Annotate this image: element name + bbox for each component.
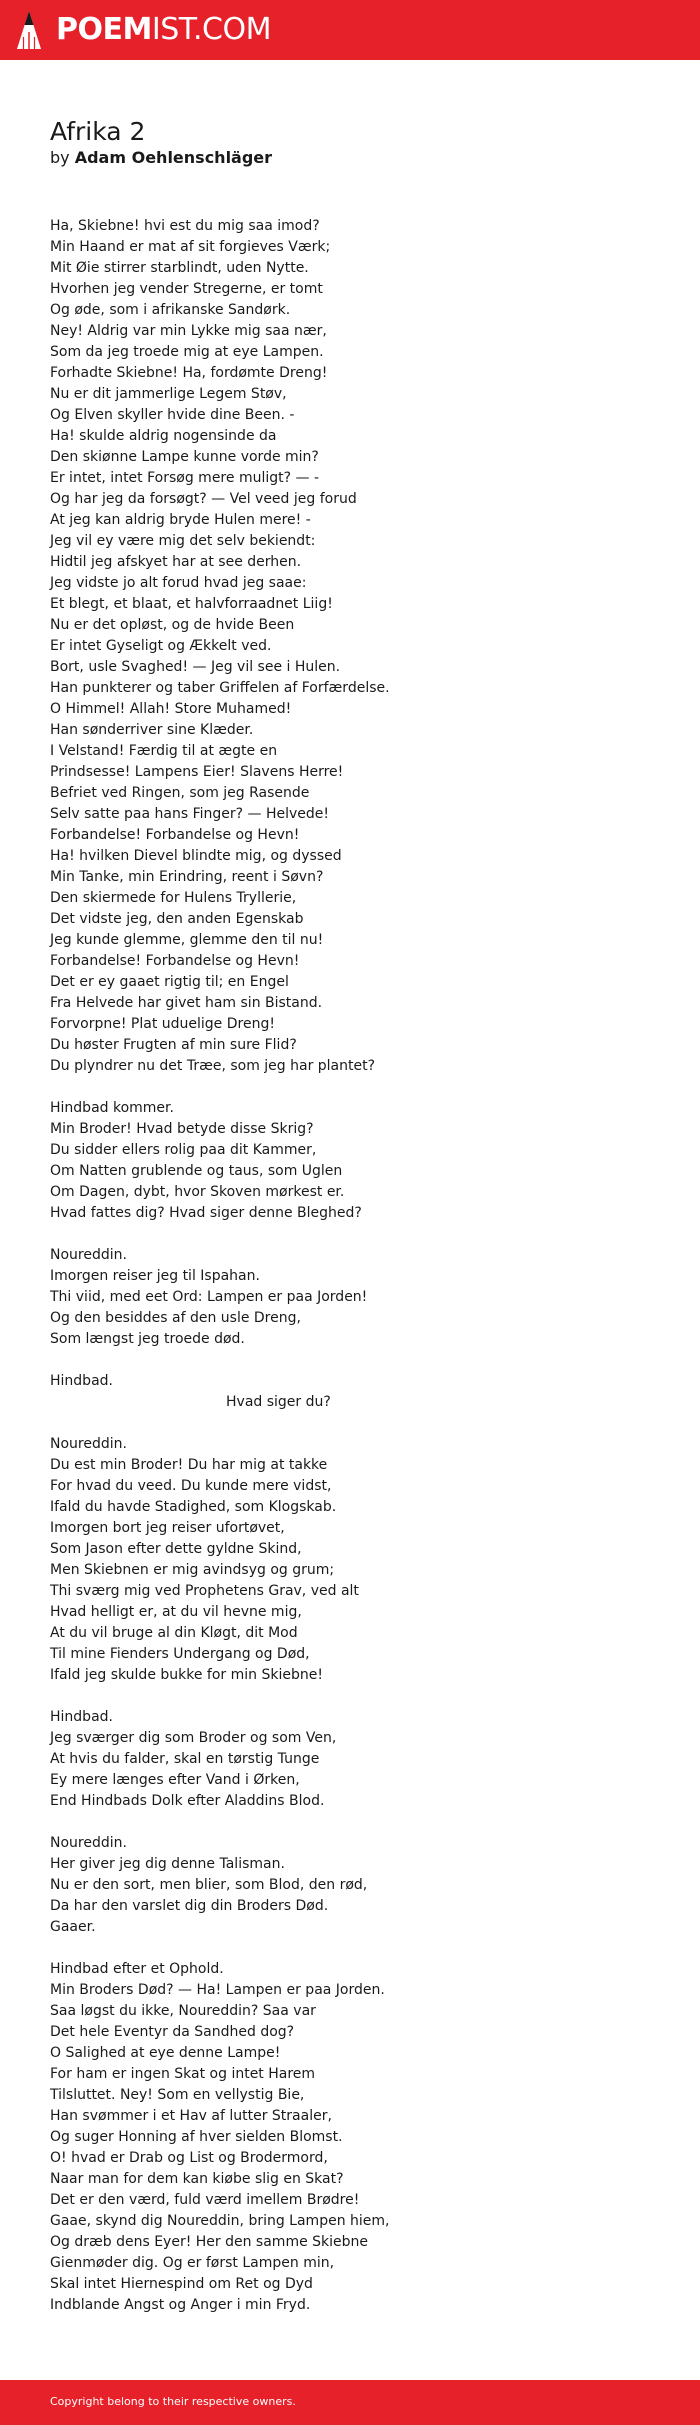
- stanza-break: [50, 1224, 650, 1245]
- poem-line: Mit Øie stirrer starblindt, uden Nytte.: [50, 260, 309, 276]
- poem-line: Hindbad.: [50, 1373, 113, 1389]
- poem-line: Som da jeg troede mig at eye Lampen.: [50, 344, 324, 360]
- poem-line: Hindbad.: [50, 1709, 113, 1725]
- poem-line: Du høster Frugten af min sure Flid?: [50, 1037, 297, 1053]
- logo-text-light: IST.COM: [151, 12, 271, 47]
- poem-line: Du plyndrer nu det Træe, som jeg har plantet?: [50, 1058, 376, 1074]
- poem-line: Fra Helvede har givet ham sin Bistand.: [50, 995, 323, 1011]
- poem-line: Jeg sværger dig som Broder og som Ven,: [50, 1730, 337, 1746]
- poem-line: Skal intet Hiernespind om Ret og Dyd: [50, 2276, 313, 2292]
- poem-line: Han svømmer i et Hav af lutter Straaler,: [50, 2108, 332, 2124]
- poem-line: Saa løgst du ikke, Noureddin? Saa var: [50, 2003, 316, 2019]
- poem-line: Om Natten grublende og taus, som Uglen: [50, 1163, 343, 1179]
- poem-line: Hvorhen jeg vender Stregerne, er tomt: [50, 281, 323, 297]
- poem-line: Og øde, som i afrikanske Sandørk.: [50, 302, 291, 318]
- poem-line: Ifald jeg skulde bukke for min Skiebne!: [50, 1667, 323, 1683]
- poem-line: Jeg kunde glemme, glemme den til nu!: [50, 932, 324, 948]
- poem-line: Hindbad kommer.: [50, 1100, 174, 1116]
- poem-line: At hvis du falder, skal en tørstig Tunge: [50, 1751, 320, 1767]
- poem-line: Hindbad efter et Ophold.: [50, 1961, 224, 1977]
- poem-line: For ham er ingen Skat og intet Harem: [50, 2066, 316, 2082]
- poem-line: Noureddin.: [50, 1436, 127, 1452]
- copyright-text: Copyright belong to their respective owners.: [50, 2395, 296, 2408]
- poem-line: At jeg kan aldrig bryde Hulen mere! -: [50, 512, 311, 528]
- poem-line: Det vidste jeg, den anden Egenskab: [50, 911, 304, 927]
- byline: [50, 148, 272, 168]
- poem-line: Min Broder! Hvad betyde disse Skrig?: [50, 1121, 314, 1137]
- poem-line: Det hele Eventyr da Sandhed dog?: [50, 2024, 295, 2040]
- poem-line: Og Elven skyller hvide dine Been. -: [50, 407, 295, 423]
- poem-line: Jeg vidste jo alt forud hvad jeg saae:: [50, 575, 307, 591]
- logo-text-bold: POEM: [56, 12, 152, 47]
- logo-text: [56, 10, 271, 50]
- poem-line: Den skiønne Lampe kunne vorde min?: [50, 449, 319, 465]
- poem-line: Ey mere længes efter Vand i Ørken,: [50, 1772, 300, 1788]
- poem-line: Som Jason efter dette gyldne Skind,: [50, 1541, 302, 1557]
- poem-line: Er intet Gyseligt og Ækkelt ved.: [50, 638, 272, 654]
- poem-line: Det er ey gaaet rigtig til; en Engel: [50, 974, 289, 990]
- poem-line: Den skiermede for Hulens Tryllerie,: [50, 890, 297, 906]
- poem-line: Er intet, intet Forsøg mere muligt? — -: [50, 470, 319, 486]
- poem-line: Hvad siger du?: [226, 1394, 331, 1410]
- by-label: by: [50, 148, 70, 167]
- poem-line: Min Broders Død? — Ha! Lampen er paa Jorden.: [50, 1982, 385, 1998]
- site-logo[interactable]: [16, 10, 271, 50]
- poem-line: I Velstand! Færdig til at ægte en: [50, 743, 278, 759]
- poem-line: Bort, usle Svaghed! — Jeg vil see i Hulen.: [50, 659, 341, 675]
- poem-line: Noureddin.: [50, 1247, 127, 1263]
- poem-line: Ha! skulde aldrig nogensinde da: [50, 428, 277, 444]
- poem-line: Du est min Broder! Du har mig at takke: [50, 1457, 328, 1473]
- poem-line: Her giver jeg dig denne Talisman.: [50, 1856, 285, 1872]
- poem-line: Indblande Angst og Anger i min Fryd.: [50, 2297, 311, 2313]
- poem-line: Og har jeg da forsøgt? — Vel veed jeg forud: [50, 491, 357, 507]
- poem-line: Ifald du havde Stadighed, som Klogskab.: [50, 1499, 337, 1515]
- poem-line: Noureddin.: [50, 1835, 127, 1851]
- poem-line: Nu er det opløst, og de hvide Been: [50, 617, 295, 633]
- stanza-break: [50, 1812, 650, 1833]
- poem-line: Hidtil jeg afskyet har at see derhen.: [50, 554, 302, 570]
- poem-line: O Salighed at eye denne Lampe!: [50, 2045, 281, 2061]
- stanza-break: [50, 1413, 650, 1434]
- poem-line: Et blegt, et blaat, et halvforraadnet Liig!: [50, 596, 333, 612]
- site-header: [0, 0, 700, 60]
- poem-line: O! hvad er Drab og List og Brodermord,: [50, 2150, 328, 2166]
- poem-line: Prindsesse! Lampens Eier! Slavens Herre!: [50, 764, 344, 780]
- site-footer: [0, 2380, 700, 2425]
- poem-line: At du vil bruge al din Kløgt, dit Mod: [50, 1625, 298, 1641]
- stanza-break: [50, 1077, 650, 1098]
- poem-line: Jeg vil ey være mig det selv bekiendt:: [50, 533, 316, 549]
- stanza-break: [50, 1686, 650, 1707]
- poem-line: Min Haand er mat af sit forgieves Værk;: [50, 239, 331, 255]
- poem-line: Forhadte Skiebne! Ha, fordømte Dreng!: [50, 365, 328, 381]
- poem-line: Til mine Fienders Undergang og Død,: [50, 1646, 310, 1662]
- poem-line: Han sønderriver sine Klæder.: [50, 722, 254, 738]
- poem-line: O Himmel! Allah! Store Muhamed!: [50, 701, 292, 717]
- poem-line: Thi viid, med eet Ord: Lampen er paa Jorden!: [50, 1289, 368, 1305]
- poem-line: Hvad fattes dig? Hvad siger denne Bleghed?: [50, 1205, 362, 1221]
- poem-line: Imorgen bort jeg reiser ufortøvet,: [50, 1520, 285, 1536]
- poem-line: Tilsluttet. Ney! Som en vellystig Bie,: [50, 2087, 305, 2103]
- poem-line: Thi sværg mig ved Prophetens Grav, ved alt: [50, 1583, 359, 1599]
- poem-line: Han punkterer og taber Griffelen af Forfærdelse.: [50, 680, 390, 696]
- pencil-tip-icon: [16, 10, 42, 50]
- poem-line: Forvorpne! Plat uduelige Dreng!: [50, 1016, 275, 1032]
- stanza-break: [50, 1350, 650, 1371]
- poem-body: [50, 216, 650, 2316]
- poem-line: Imorgen reiser jeg til Ispahan.: [50, 1268, 260, 1284]
- poem-line: Min Tanke, min Erindring, reent i Søvn?: [50, 869, 324, 885]
- poem-line: Naar man for dem kan kiøbe slig en Skat?: [50, 2171, 344, 2187]
- poem-line: Selv satte paa hans Finger? — Helvede!: [50, 806, 330, 822]
- poem-line: Og suger Honning af hver sielden Blomst.: [50, 2129, 343, 2145]
- poem-line: Befriet ved Ringen, som jeg Rasende: [50, 785, 310, 801]
- poem-line: Men Skiebnen er mig avindsyg og grum;: [50, 1562, 335, 1578]
- poem-line: Forbandelse! Forbandelse og Hevn!: [50, 827, 300, 843]
- poem-line: Ha! hvilken Dievel blindte mig, og dyssed: [50, 848, 342, 864]
- author-name[interactable]: Adam Oehlenschläger: [74, 148, 273, 167]
- poem-line: Da har den varslet dig din Broders Død.: [50, 1898, 329, 1914]
- poem-line: Nu er dit jammerlige Legem Støv,: [50, 386, 287, 402]
- poem-line: Gienmøder dig. Og er først Lampen min,: [50, 2255, 335, 2271]
- poem-line: Hvad helligt er, at du vil hevne mig,: [50, 1604, 302, 1620]
- poem-line: Om Dagen, dybt, hvor Skoven mørkest er.: [50, 1184, 345, 1200]
- poem-line: Og dræb dens Eyer! Her den samme Skiebne: [50, 2234, 369, 2250]
- poem-line: Forbandelse! Forbandelse og Hevn!: [50, 953, 300, 969]
- poem-line: Som længst jeg troede død.: [50, 1331, 245, 1347]
- stanza-break: [50, 1938, 650, 1959]
- poem-line: Ha, Skiebne! hvi est du mig saa imod?: [50, 218, 320, 234]
- poem-line: Ney! Aldrig var min Lykke mig saa nær,: [50, 323, 327, 339]
- poem-line: Du sidder ellers rolig paa dit Kammer,: [50, 1142, 317, 1158]
- poem-line: Gaaer.: [50, 1919, 96, 1935]
- poem-line: Det er den værd, fuld værd imellem Brødre!: [50, 2192, 360, 2208]
- poem-line: Nu er den sort, men blier, som Blod, den rød,: [50, 1877, 368, 1893]
- poem-line: Gaae, skynd dig Noureddin, bring Lampen hiem,: [50, 2213, 390, 2229]
- poem-line: For hvad du veed. Du kunde mere vidst,: [50, 1478, 332, 1494]
- poem-line: Og den besiddes af den usle Dreng,: [50, 1310, 301, 1326]
- poem-line: End Hindbads Dolk efter Aladdins Blod.: [50, 1793, 325, 1809]
- poem-title: Afrika 2: [50, 117, 146, 146]
